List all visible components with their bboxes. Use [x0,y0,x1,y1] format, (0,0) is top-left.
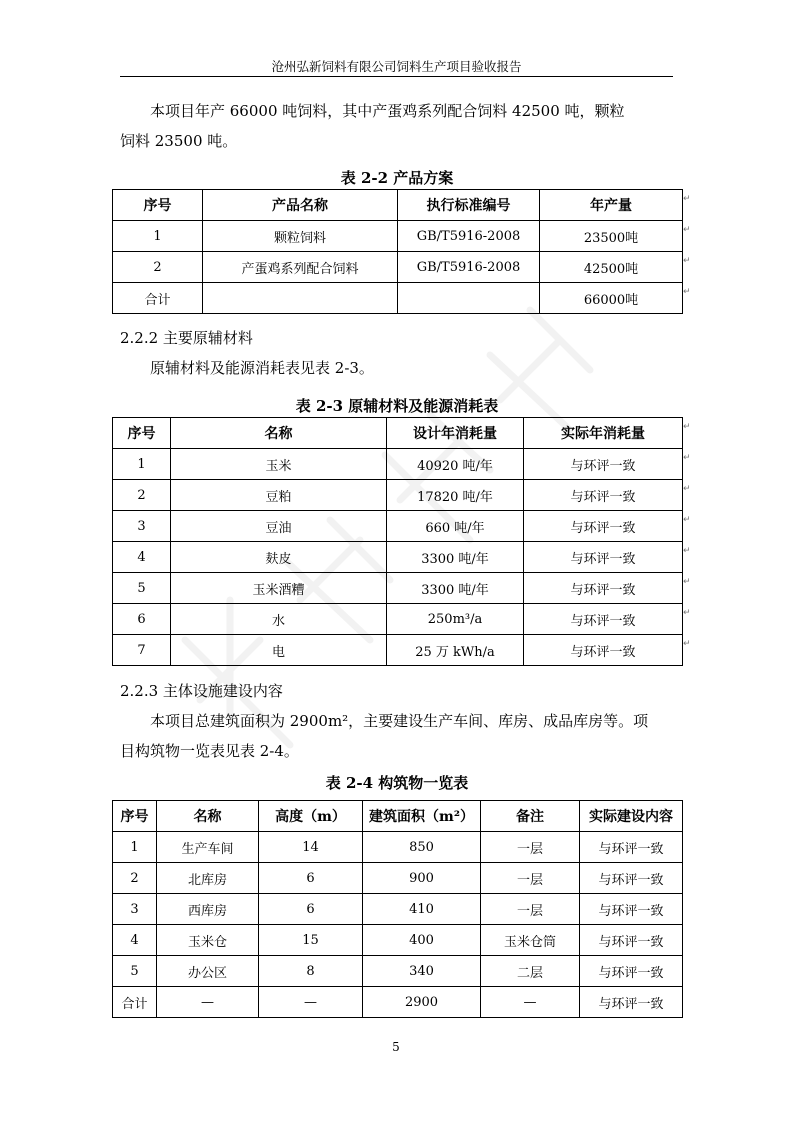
table-cell: 400 [363,925,481,956]
table-cell: 15 [259,925,363,956]
intro-line-1: 本项目年产 66000 吨饲料，其中产蛋鸡系列配合饲料 42500 吨，颗粒 [150,102,625,120]
header-cell: 实际年消耗量 [524,418,683,449]
cell-mark: ↵ [683,577,691,587]
table-cell: 7 [113,635,171,666]
table-cell: 5 [113,956,157,987]
table-cell: 玉米仓 [157,925,259,956]
cell-mark: ↵ [683,546,691,556]
materials-table [112,417,683,666]
section-223-title: 2.2.3 主体设施建设内容 [120,682,283,700]
table-cell: 3 [113,894,157,925]
page-header: 沧州弘新饲料有限公司饲料生产项目验收报告 [271,59,522,74]
table-cell: 42500吨 [540,252,683,283]
table-cell: 西库房 [157,894,259,925]
table-cell: 与环评一致 [580,925,683,956]
table-row [113,925,683,956]
header-cell: 高度（m） [259,801,363,832]
table-cell: 1 [113,221,203,252]
table-cell: 合计 [113,987,157,1018]
header-cell: 名称 [157,801,259,832]
table-cell: 与环评一致 [524,542,683,573]
section-223-line-1: 本项目总建筑面积为 2900m²，主要建设生产车间、库房、成品库房等。项 [150,712,649,730]
table-cell: 23500吨 [540,221,683,252]
table-cell: 合计 [113,283,203,314]
table-cell: 2 [113,863,157,894]
table-cell: 40920 吨/年 [387,449,524,480]
cell-mark: ↵ [683,194,691,204]
header-cell: 序号 [113,190,203,221]
table-cell: 玉米酒糟 [171,573,387,604]
table3-caption: 表 2-4 构筑物一览表 [325,774,469,792]
table-cell: 6 [259,894,363,925]
table-cell: 3300 吨/年 [387,542,524,573]
table-row [113,573,683,604]
table-row [113,221,683,252]
header-cell: 执行标准编号 [398,190,540,221]
table-row [113,894,683,925]
section-222-text: 原辅材料及能源消耗表见表 2-3。 [150,359,374,377]
table-cell: 25 万 kWh/a [387,635,524,666]
table-cell: 一层 [481,832,580,863]
header-cell: 序号 [113,801,157,832]
table-cell: 北库房 [157,863,259,894]
table-row [113,604,683,635]
table-cell: 豆粕 [171,480,387,511]
table-cell: — [157,987,259,1018]
cell-mark: ↵ [683,453,691,463]
cell-mark: ↵ [683,256,691,266]
header-cell: 建筑面积（m²） [363,801,481,832]
section-222-title: 2.2.2 主要原辅材料 [120,329,253,347]
table-cell: 900 [363,863,481,894]
section-223-line-2: 目构筑物一览表见表 2-4。 [120,742,299,760]
table-cell: 4 [113,542,171,573]
table-cell: 250m³/a [387,604,524,635]
table-cell: 二层 [481,956,580,987]
table-cell: 5 [113,573,171,604]
table-cell: 6 [113,604,171,635]
table-cell: 豆油 [171,511,387,542]
cell-mark: ↵ [683,484,691,494]
table-cell: 办公区 [157,956,259,987]
table-row [113,956,683,987]
table2-caption: 表 2-3 原辅材料及能源消耗表 [295,397,499,415]
table-cell [398,283,540,314]
table-cell: 与环评一致 [524,573,683,604]
table-cell: 与环评一致 [580,987,683,1018]
product-table [112,189,683,314]
table-cell: 3300 吨/年 [387,573,524,604]
header-cell: 序号 [113,418,171,449]
table-row [113,449,683,480]
table-cell: 与环评一致 [580,956,683,987]
table-cell: 生产车间 [157,832,259,863]
table-header-row [113,418,683,449]
table-row [113,635,683,666]
header-cell: 设计年消耗量 [387,418,524,449]
table-cell: 6 [259,863,363,894]
table-cell: 4 [113,925,157,956]
table-cell: 与环评一致 [524,480,683,511]
table-cell: 14 [259,832,363,863]
header-cell: 备注 [481,801,580,832]
table-row [113,832,683,863]
table-cell: 与环评一致 [580,863,683,894]
table-cell: 340 [363,956,481,987]
table-row [113,511,683,542]
header-cell: 名称 [171,418,387,449]
table-cell: GB/T5916-2008 [398,221,540,252]
table-cell: 颗粒饲料 [203,221,398,252]
table-cell: 与环评一致 [580,832,683,863]
table-cell: 17820 吨/年 [387,480,524,511]
header-rule [120,76,673,77]
table-cell: 与环评一致 [524,449,683,480]
table-cell: 麸皮 [171,542,387,573]
table-cell: 一层 [481,894,580,925]
table-cell: 660 吨/年 [387,511,524,542]
table-cell: 850 [363,832,481,863]
table-cell: 1 [113,449,171,480]
table1-caption: 表 2-2 产品方案 [340,169,454,187]
table-cell: 玉米仓筒 [481,925,580,956]
cell-mark: ↵ [683,287,691,297]
cell-mark: ↵ [683,515,691,525]
table-cell: — [259,987,363,1018]
table-cell: 与环评一致 [524,635,683,666]
header-cell: 实际建设内容 [580,801,683,832]
header-cell: 年产量 [540,190,683,221]
table-cell: 2900 [363,987,481,1018]
page-number: 5 [392,1040,400,1054]
table-row [113,542,683,573]
table-cell: 一层 [481,863,580,894]
cell-mark: ↵ [683,608,691,618]
intro-line-2: 饲料 23500 吨。 [120,132,238,150]
table-cell: 2 [113,252,203,283]
table-cell: GB/T5916-2008 [398,252,540,283]
table-cell: 与环评一致 [524,511,683,542]
table-cell [203,283,398,314]
table-cell: 66000吨 [540,283,683,314]
table-row [113,480,683,511]
table-header-row [113,190,683,221]
table-row [113,987,683,1018]
table-cell: 8 [259,956,363,987]
table-cell: 电 [171,635,387,666]
cell-mark: ↵ [683,639,691,649]
buildings-table [112,800,683,1018]
table-row [113,252,683,283]
table-cell: 3 [113,511,171,542]
table-row [113,863,683,894]
table-cell: 1 [113,832,157,863]
table-cell: — [481,987,580,1018]
table-cell: 玉米 [171,449,387,480]
cell-mark: ↵ [683,225,691,235]
table-cell: 水 [171,604,387,635]
table-cell: 与环评一致 [524,604,683,635]
table-cell: 410 [363,894,481,925]
table-header-row [113,801,683,832]
table-cell: 与环评一致 [580,894,683,925]
cell-mark: ↵ [683,422,691,432]
header-cell: 产品名称 [203,190,398,221]
table-cell: 产蛋鸡系列配合饲料 [203,252,398,283]
table-cell: 2 [113,480,171,511]
table-row [113,283,683,314]
